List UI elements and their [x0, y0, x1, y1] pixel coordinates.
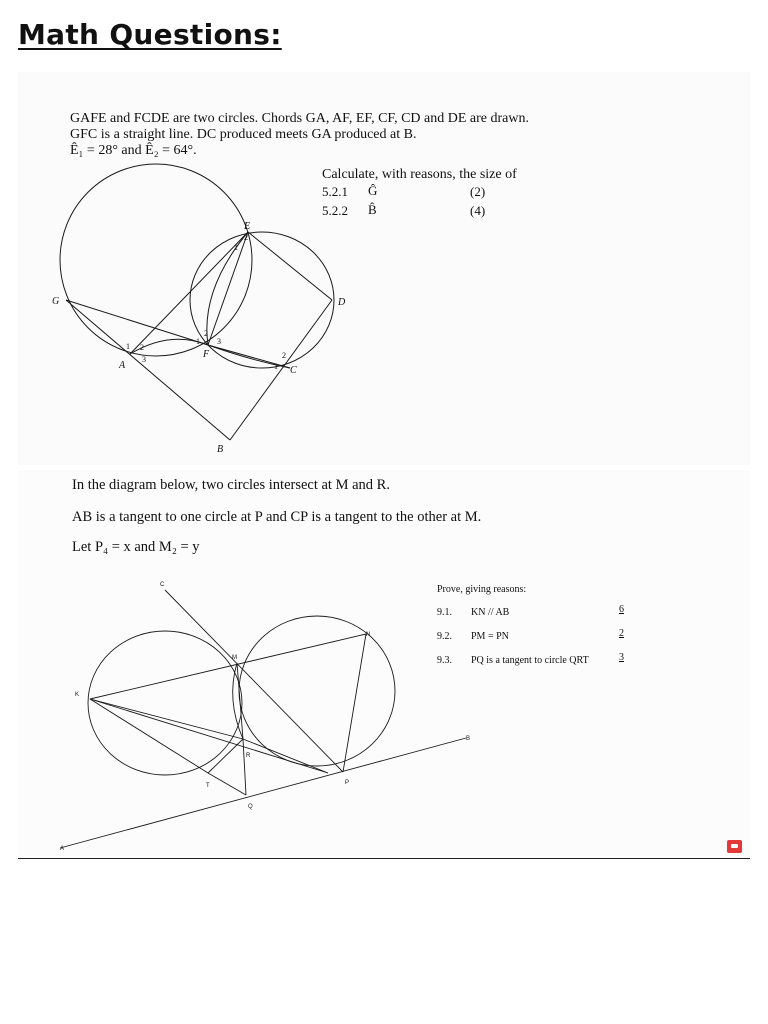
q5-line1: GAFE and FCDE are two circles. Chords GA, AF, EF, CF, CD and DE are drawn. [70, 111, 529, 126]
q9-item3-marks: 3 [619, 652, 624, 663]
q5-calc: Calculate, with reasons, the size of [322, 167, 517, 182]
q5-label-c: C [290, 365, 297, 376]
svg-text:3: 3 [217, 337, 221, 346]
q9-item2-num: 9.2. [437, 631, 452, 642]
q5-item1-marks: (2) [470, 184, 486, 199]
circle-left [88, 631, 242, 775]
q9-label-m: M [232, 655, 237, 661]
svg-text:1: 1 [234, 243, 238, 252]
q9-line1: In the diagram below, two circles intersect at M and R. [72, 477, 390, 493]
q5-item1-sym: Ĝ [368, 183, 378, 198]
q5-line2: GFC is a straight line. DC produced meets GA produced at B. [70, 127, 417, 142]
q9-item3-text: PQ is a tangent to circle QRT [471, 655, 589, 666]
q9-item2-text: PM = PN [471, 631, 509, 642]
svg-text:1: 1 [126, 342, 130, 351]
q5-item2-num: 5.2.2 [322, 203, 348, 218]
q9-label-n: N [366, 632, 371, 638]
q9-item3-num: 9.3. [437, 655, 452, 666]
q9-label-r: R [246, 753, 251, 759]
q5-item2-sym: B̂ [368, 202, 377, 217]
q5-label-f: F [203, 349, 210, 360]
q5-label-g: G [52, 296, 60, 307]
q9-line2: AB is a tangent to one circle at P and CP is a tangent to the other at M. [72, 509, 482, 525]
svg-text:1: 1 [196, 337, 200, 346]
q5-label-b: B [217, 444, 224, 455]
circle-right [239, 616, 395, 766]
q9-line3: Let P₄ = x and M₂ = y [72, 539, 200, 555]
q9-item1-text: KN // AB [471, 607, 510, 618]
q9-label-c: C [160, 582, 165, 588]
q5-label-e: E [244, 221, 251, 232]
q5-item1-num: 5.2.1 [322, 184, 348, 199]
svg-text:2: 2 [140, 343, 144, 352]
q5-line3: Ê₁ = 28° and Ê₂ = 64°. [70, 143, 197, 158]
svg-text:2: 2 [204, 329, 208, 338]
q9-prove: Prove, giving reasons: [437, 584, 527, 595]
q9-label-a: A [60, 846, 65, 852]
q5-item2-marks: (4) [470, 203, 486, 218]
q5-label-a: A [119, 360, 126, 371]
page-title: Math Questions: [18, 18, 282, 51]
q9-label-q: Q [248, 804, 253, 810]
q9-item1-num: 9.1. [437, 607, 452, 618]
q9-label-b: B [466, 736, 471, 742]
svg-text:3: 3 [142, 355, 146, 364]
svg-text:1: 1 [274, 362, 278, 371]
svg-text:2: 2 [244, 233, 248, 242]
q9-item2-marks: 2 [619, 628, 624, 639]
q9-label-p: P [345, 780, 350, 786]
q9-label-t: T [206, 783, 210, 789]
q5-label-d: D [338, 297, 346, 308]
q9-item1-marks: 6 [619, 604, 624, 615]
svg-text:2: 2 [282, 351, 286, 360]
video-badge-icon[interactable] [727, 840, 742, 853]
q9-label-k: K [75, 692, 80, 698]
